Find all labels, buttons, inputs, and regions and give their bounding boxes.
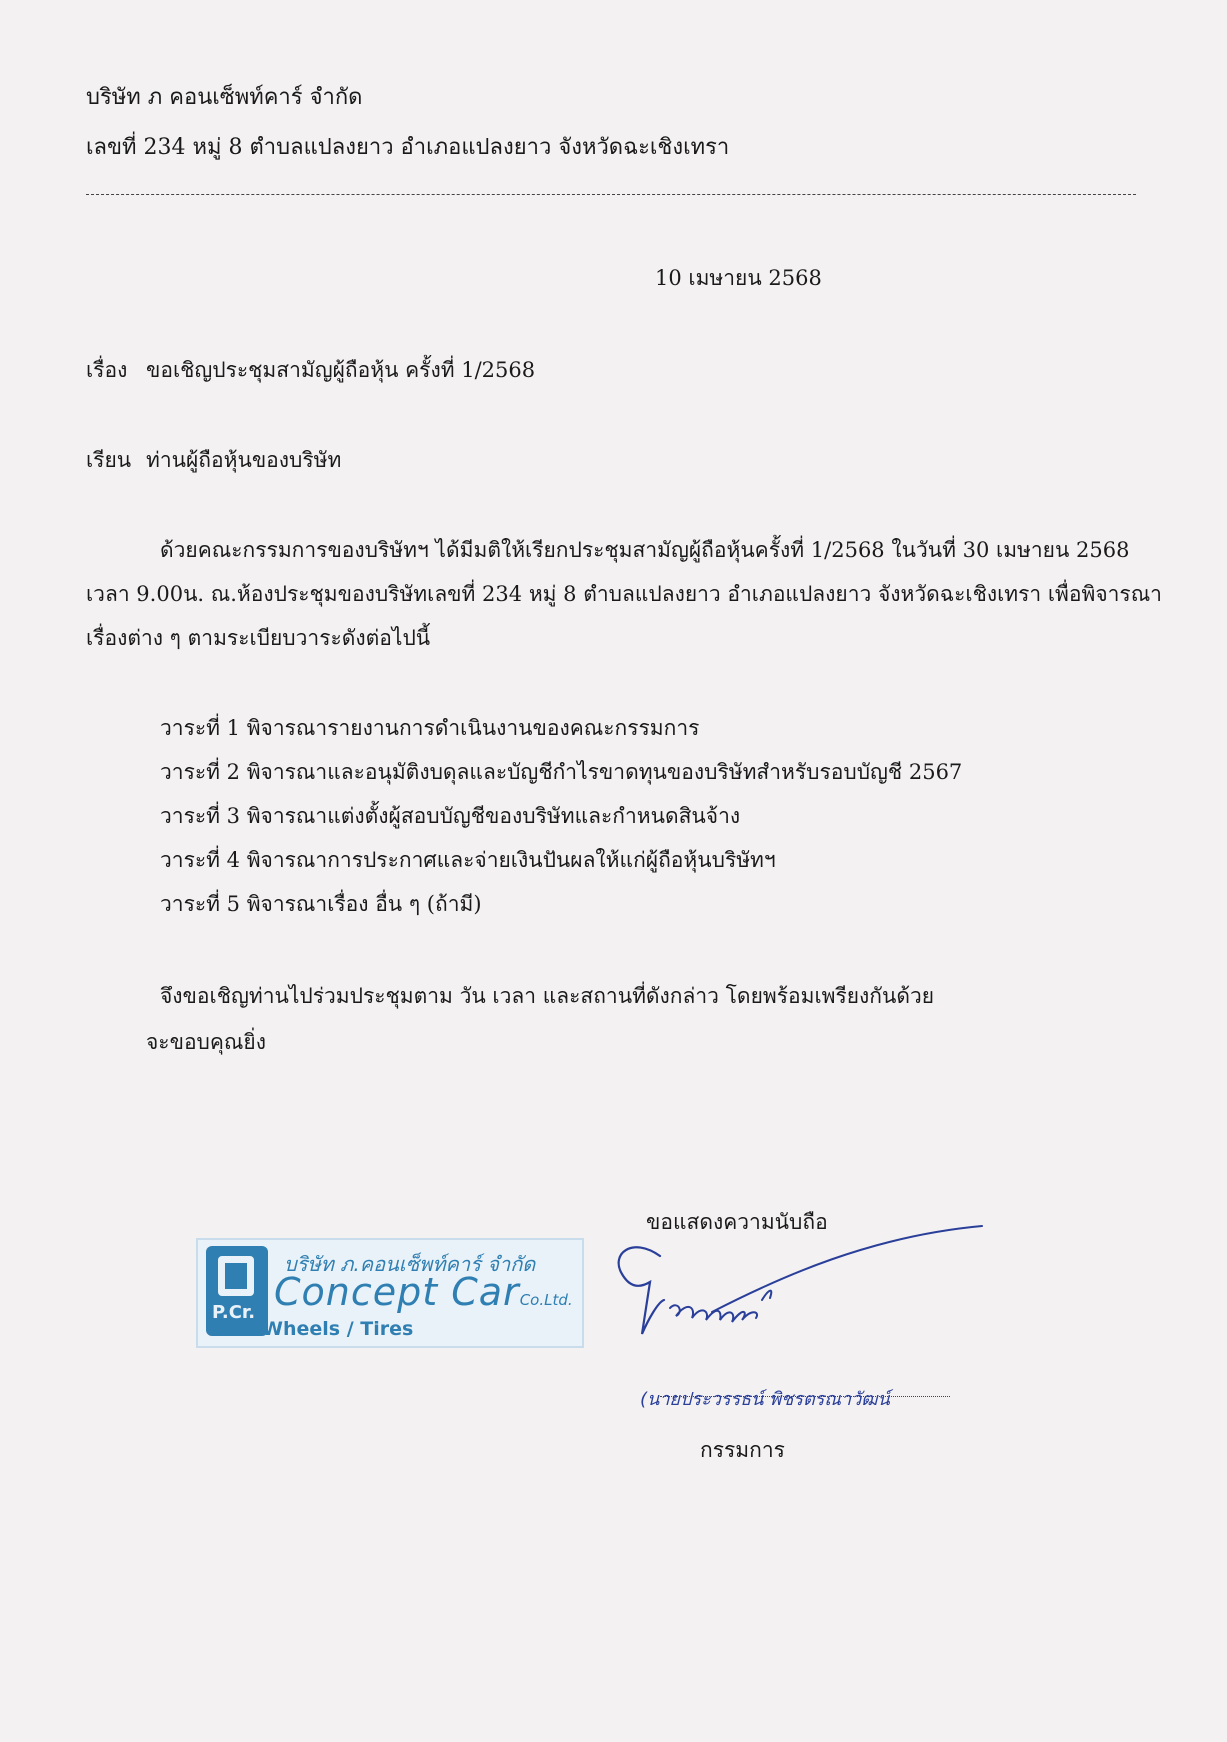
handwritten-signature — [612, 1216, 992, 1346]
subject-text: ขอเชิญประชุมสามัญผู้ถือหุ้น ครั้งที่ 1/2568 — [146, 358, 536, 382]
signatory-name: (นายประวรรธน์ พิชรตรณาวัฒน์ — [640, 1389, 890, 1410]
salutation-text: ท่านผู้ถือหุ้นของบริษัท — [146, 448, 342, 472]
sign-off: ขอแสดงความนับถือ — [646, 1210, 828, 1234]
body-line: เวลา 9.00น. ณ.ห้องประชุมของบริษัทเลขที่ 234 หมู่ 8 ตำบลแปลงยาว อำเภอแปลงยาว จังหวัดฉะเชิงเทรา เพื่อพิจารณา — [86, 582, 1162, 606]
body-line: ด้วยคณะกรรมการของบริษัทฯ ได้มีมติให้เรียกประชุมสามัญผู้ถือหุ้นครั้งที่ 1/2568 ในวันที่ 30 เมษายน 2568 — [160, 538, 1130, 562]
agenda-item-2: วาระที่ 2 พิจารณาและอนุมัติงบดุลและบัญชีกำไรขาดทุนของบริษัทสำหรับรอบบัญชี 2567 — [160, 760, 963, 784]
agenda-item-1: วาระที่ 1 พิจารณารายงานการดำเนินงานของคณะกรรมการ — [160, 716, 700, 740]
company-name: บริษัท ภ คอนเซ็พท์คาร์ จำกัด — [86, 85, 363, 110]
subject-label: เรื่อง — [86, 358, 128, 382]
agenda-item-4: วาระที่ 4 พิจารณาการประกาศและจ่ายเงินปันผลให้แก่ผู้ถือหุ้นบริษัทฯ — [160, 848, 776, 872]
header-divider — [86, 194, 1136, 195]
company-address: เลขที่ 234 หมู่ 8 ตำบลแปลงยาว อำเภอแปลงยาว จังหวัดฉะเชิงเทรา — [86, 135, 730, 160]
letter-date: 10 เมษายน 2568 — [655, 266, 822, 290]
closing-line: จะขอบคุณยิ่ง — [146, 1030, 266, 1054]
body-line: เรื่องต่าง ๆ ตามระเบียบวาระดังต่อไปนี้ — [86, 626, 431, 650]
company-logo-icon: P.Cr. — [206, 1246, 268, 1336]
stamp-tagline: Wheels / Tires — [262, 1318, 414, 1340]
signatory-title: กรรมการ — [700, 1438, 785, 1462]
agenda-item-5: วาระที่ 5 พิจารณาเรื่อง อื่น ๆ (ถ้ามี) — [160, 892, 482, 916]
stamp-thai-name: บริษัท ภ.คอนเซ็พท์คาร์ จำกัด — [284, 1252, 536, 1276]
stamp-brand: Concept CarCo.Ltd. — [274, 1270, 573, 1314]
agenda-item-3: วาระที่ 3 พิจารณาแต่งตั้งผู้สอบบัญชีของบริษัทและกำหนดสินจ้าง — [160, 804, 741, 828]
salutation-label: เรียน — [86, 448, 132, 472]
closing-line: จึงขอเชิญท่านไปร่วมประชุมตาม วัน เวลา และสถานที่ดังกล่าว โดยพร้อมเพรียงกันด้วย — [160, 984, 935, 1008]
company-stamp — [196, 1238, 584, 1348]
